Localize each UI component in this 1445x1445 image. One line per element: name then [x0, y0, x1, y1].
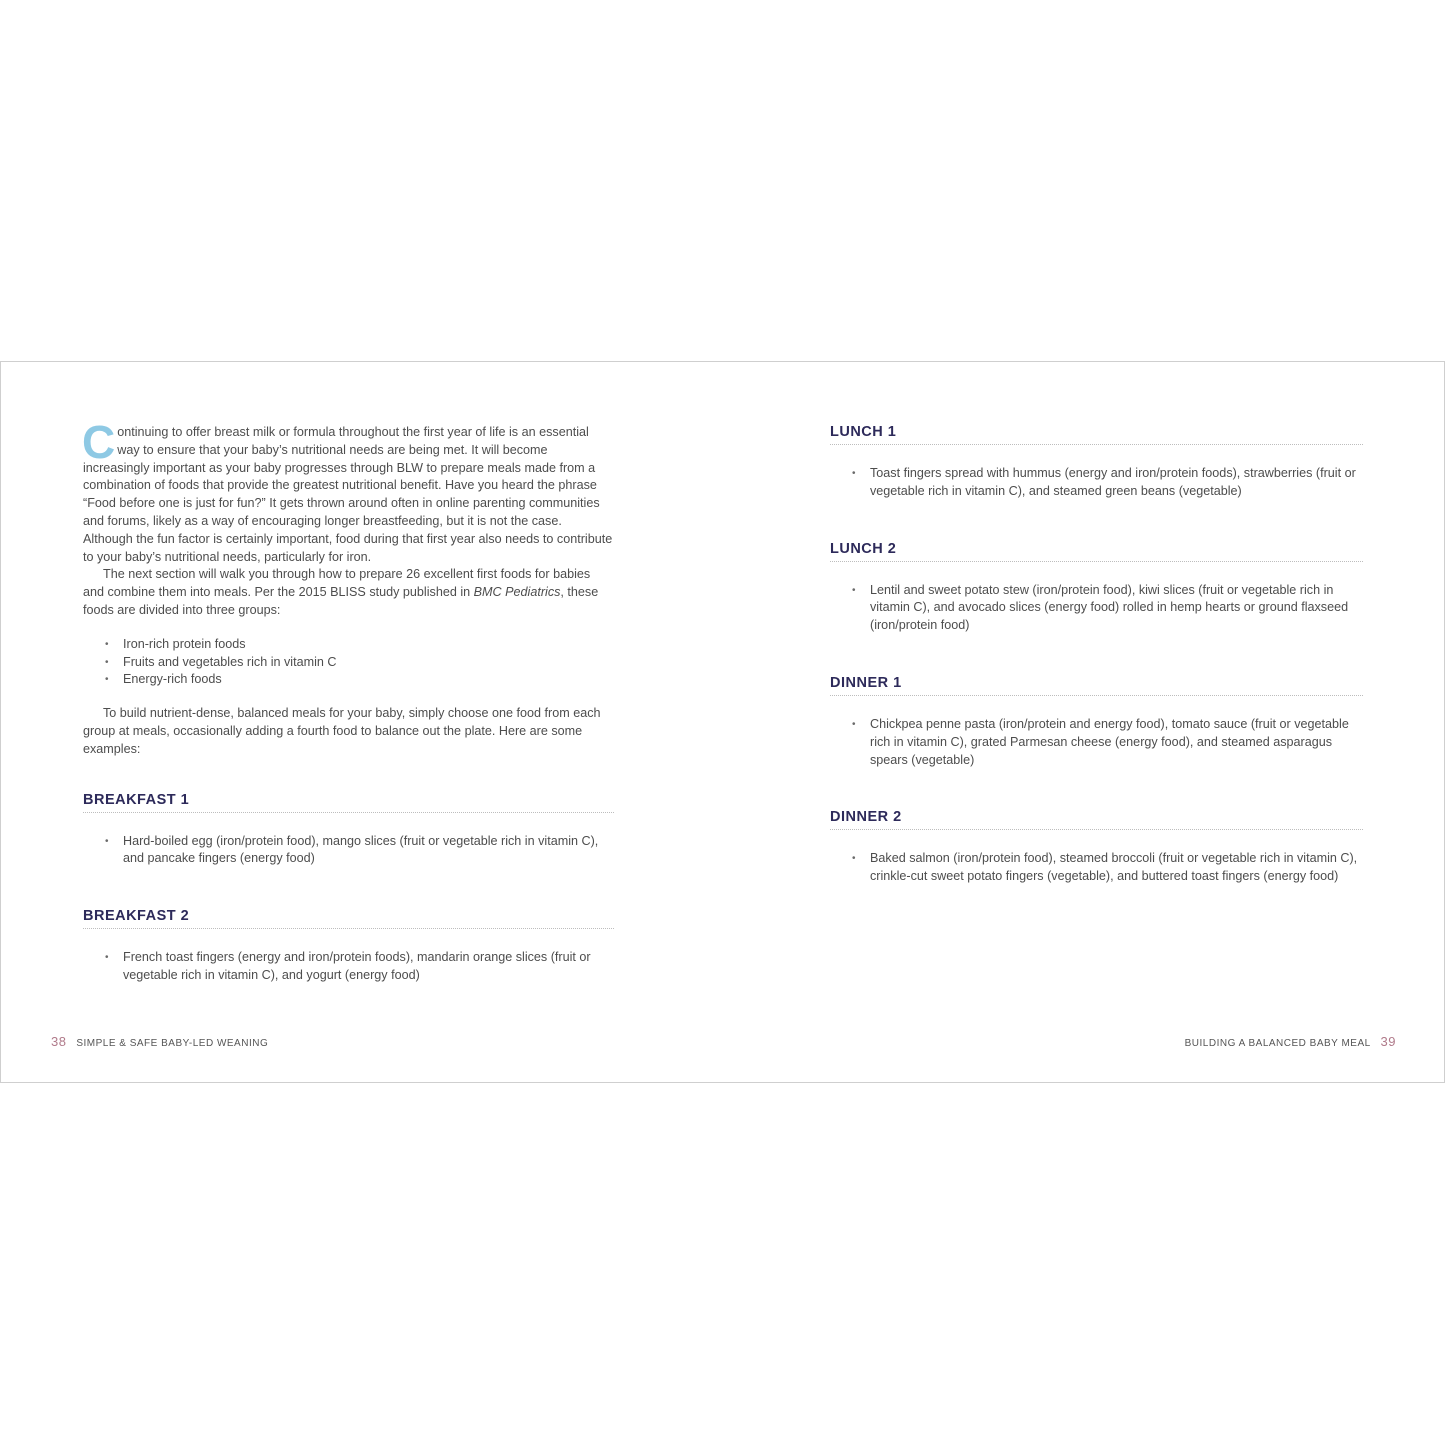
right-page-footer	[1185, 1034, 1396, 1049]
list-item-text: Chickpea penne pasta (iron/protein and energy food), tomato sauce (fruit or vegetable rich in vitamin C), grated Parmesan cheese (energy food), and steamed asparagus spears (vegetable)	[870, 716, 1349, 767]
list-item-text: Fruits and vegetables rich in vitamin C	[123, 654, 337, 669]
bullet-icon: •	[105, 952, 109, 964]
list-item	[83, 949, 614, 985]
bullet-icon: •	[852, 468, 856, 479]
third-paragraph: To build nutrient-dense, balanced meals for your baby, simply choose one food from each group at meals, occasionally adding a fourth food to balance out the plate. Here are some examples:	[83, 706, 601, 756]
list-item	[83, 671, 614, 689]
second-paragraph	[83, 566, 614, 619]
dinner-1-heading: DINNER 1	[830, 675, 1363, 696]
list-item-text: Hard-boiled egg (iron/protein food), mango slices (fruit or vegetable rich in vitamin C), and pancake fingers (energy food)	[123, 833, 599, 866]
bullet-icon: •	[105, 656, 109, 668]
lunch-1-heading: LUNCH 1	[830, 424, 1363, 445]
bullet-icon: •	[105, 638, 109, 650]
list-item-text: Iron-rich protein foods	[123, 636, 246, 651]
dinner-2-heading: DINNER 2	[830, 809, 1363, 830]
journal-name: BMC Pediatrics	[473, 585, 561, 600]
bullet-icon: •	[105, 835, 109, 847]
dinner-2-list	[830, 850, 1363, 886]
bullet-icon: •	[852, 584, 856, 596]
dinner-1-list	[830, 716, 1363, 769]
bullet-icon: •	[105, 674, 109, 686]
lunch-2-list	[830, 582, 1363, 635]
bullet-icon: •	[852, 853, 856, 865]
breakfast-1-list	[83, 833, 614, 869]
list-item	[830, 850, 1363, 886]
second-paragraph-text-a: The next section will walk you through how to prepare 26 excellent first foods for babies and combine them into meals. Per the 2015 BLISS study published in	[83, 567, 591, 600]
right-page-number: 39	[1380, 1034, 1396, 1049]
breakfast-2-heading: BREAKFAST 2	[83, 908, 614, 929]
list-item	[830, 716, 1363, 769]
list-item-text: Toast fingers spread with hummus (energy and iron/protein foods), strawberries (fruit or vegetable rich in vitamin C), and steamed green beans (vegetable)	[870, 466, 1356, 498]
list-item	[830, 465, 1363, 501]
second-paragraph-text-b: , these foods are divided into three groups:	[83, 585, 599, 617]
list-item-text: Lentil and sweet potato stew (iron/protein food), kiwi slices (fruit or vegetable rich in vitamin C), and avocado slices (energy food) rolled in hemp hearts or ground flaxseed (iron/protein food)	[870, 582, 1349, 633]
list-item	[83, 654, 614, 672]
food-groups-list	[83, 636, 614, 689]
right-page-column	[830, 424, 1363, 886]
book-title-running-head: SIMPLE & SAFE BABY-LED WEANING	[76, 1038, 269, 1049]
left-page-column	[82, 416, 614, 985]
list-item-text: Energy-rich foods	[123, 672, 222, 687]
lunch-2-heading: LUNCH 2	[830, 541, 1363, 562]
list-item-text: Baked salmon (iron/protein food), steamed broccoli (fruit or vegetable rich in vitamin C), crinkle-cut sweet potato fingers (vegetable), and buttered toast fingers (energy food)	[870, 851, 1358, 884]
list-item	[830, 582, 1363, 635]
chapter-title-running-head: BUILDING A BALANCED BABY MEAL	[1184, 1038, 1371, 1049]
list-item-text: French toast fingers (energy and iron/protein foods), mandarin orange slices (fruit or vegetable rich in vitamin C), and yogurt (energy food)	[123, 950, 591, 982]
left-page-number: 38	[51, 1034, 67, 1049]
breakfast-1-heading: BREAKFAST 1	[83, 792, 614, 813]
list-item	[83, 833, 614, 869]
lunch-1-list	[830, 465, 1363, 501]
list-item	[83, 636, 614, 654]
drop-cap: C	[82, 416, 116, 468]
intro-paragraph	[82, 416, 614, 566]
left-page-footer	[51, 1034, 268, 1049]
bullet-icon: •	[852, 718, 856, 730]
breakfast-2-list	[83, 949, 614, 985]
book-spread	[0, 361, 1445, 1083]
intro-text: ontinuing to offer breast milk or formula throughout the first year of life is an essential way to ensure that your baby’s nutritional needs are being met. It will become increasingly important as your baby progresses through BLW to prepare meals made from a combination of foods that provide the greatest nutritional benefit. Have you heard the phrase “Food before one is just for fun?” It gets thrown around often in online parenting communities and forums, likely as a way of encouraging longer breastfeeding, but it is not the case. Although the fun factor is certainly important, food during that first year also needs to contribute to your baby’s nutritional needs, particularly for iron.	[83, 425, 613, 564]
